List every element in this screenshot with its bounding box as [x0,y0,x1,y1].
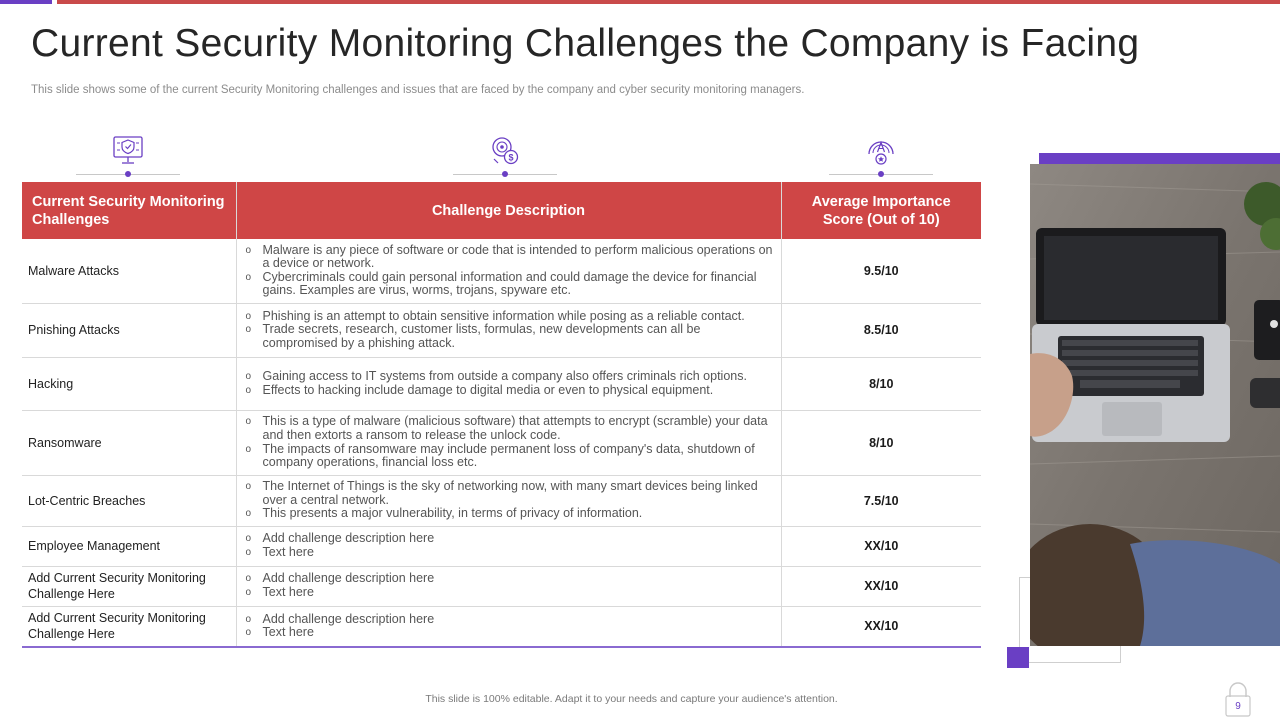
description-bullet: o Trade secrets, research, customer lists, formulas, new developments can all be compromised by a phishing attack. [263,323,775,350]
table-row [22,357,981,410]
laptop-photo [1030,164,1280,646]
page-number-badge [1224,681,1252,717]
challenge-name: Hacking [22,357,236,410]
header-description: Challenge Description [236,182,781,239]
importance-score: 8/10 [781,357,981,410]
description-bullet: o Cybercriminals could gain personal information and could damage the device for financial gains. Examples are virus, worms, trojans, spyware etc. [263,271,775,298]
column-icon-3 [801,134,961,178]
importance-score: 8.5/10 [781,303,981,357]
challenge-name: Pnishing Attacks [22,303,236,357]
importance-score: XX/10 [781,606,981,647]
challenge-name: Lot-Centric Breaches [22,475,236,526]
page-number: 9 [1235,701,1241,712]
footer-note: This slide is 100% editable. Adapt it to your needs and capture your audience's attention. [425,693,838,705]
challenge-name: Employee Management [22,526,236,566]
description-bullet: o This presents a major vulnerability, in terms of privacy of information. [263,507,775,521]
importance-score: XX/10 [781,526,981,566]
table-header-row [22,182,981,239]
challenge-description [236,606,781,647]
description-bullet: o Add challenge description here [263,613,775,627]
description-bullet: o Text here [263,546,775,560]
description-bullet: o Add challenge description here [263,572,775,586]
challenges-table [22,182,981,648]
importance-score: 8/10 [781,410,981,475]
challenge-name: Add Current Security Monitoring Challenge Here [22,566,236,606]
challenge-description [236,357,781,410]
importance-score: XX/10 [781,566,981,606]
table-row [22,303,981,357]
laptop-user-illustration [1030,164,1280,646]
header-challenges: Current Security Monitoring Challenges [22,182,236,239]
description-bullet: o Malware is any piece of software or code that is intended to perform malicious operations on a device or network. [263,244,775,271]
challenge-name: Add Current Security Monitoring Challenge Here [22,606,236,647]
icon-dot [125,171,131,177]
monitor-shield-icon [111,134,145,168]
importance-score: 9.5/10 [781,239,981,303]
challenge-description [236,526,781,566]
photo-accent-bar [1039,153,1280,164]
slide-subtitle: This slide shows some of the current Security Monitoring challenges and issues that are faced by the company and cyber security monitoring managers. [31,84,805,96]
challenge-description [236,303,781,357]
hacker-target-icon [488,134,522,168]
description-bullet: o Text here [263,586,775,600]
challenge-description [236,566,781,606]
challenge-description [236,475,781,526]
top-accent-bar-purple [0,0,52,4]
challenge-name: Malware Attacks [22,239,236,303]
table-row [22,566,981,606]
top-accent-bar-red [57,0,1280,4]
icon-dot [878,171,884,177]
importance-score: 7.5/10 [781,475,981,526]
description-bullet: o This is a type of malware (malicious software) that attempts to encrypt (scramble) your data and then extorts a ransom to release the unlock code. [263,415,775,442]
table-row [22,410,981,475]
description-bullet: o Add challenge description here [263,532,775,546]
description-bullet: o The impacts of ransomware may include permanent loss of company's data, shutdown of company operations, financial loss etc. [263,443,775,470]
photo-accent-square [1007,647,1029,668]
description-bullet: o Phishing is an attempt to obtain sensitive information while posing as a reliable contact. [263,310,775,324]
description-bullet: o Gaining access to IT systems from outside a company also offers criminals rich options. [263,370,775,384]
table-row [22,239,981,303]
column-icon-1 [48,134,208,178]
svg-text:$: $ [508,152,514,163]
challenge-description [236,239,781,303]
description-bullet: o Text here [263,626,775,640]
icon-dot [502,171,508,177]
column-icon-2 [425,134,585,178]
description-bullet: o Effects to hacking include damage to digital media or even to physical equipment. [263,384,775,398]
table-row [22,606,981,647]
challenge-name: Ransomware [22,410,236,475]
challenge-description [236,410,781,475]
slide-title: Current Security Monitoring Challenges the Company is Facing [31,22,1140,65]
table-row [22,526,981,566]
award-badge-icon [864,134,898,168]
description-bullet: o The Internet of Things is the sky of networking now, with many smart devices being linked over a central network. [263,480,775,507]
table-row [22,475,981,526]
header-score: Average Importance Score (Out of 10) [781,182,981,239]
